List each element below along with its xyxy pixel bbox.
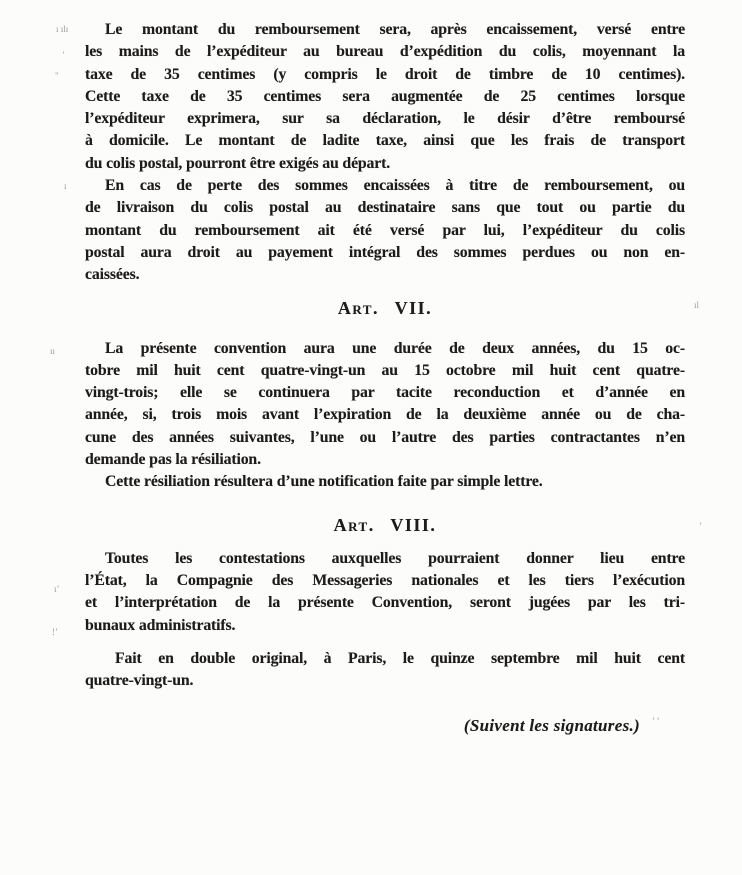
paragraph-fait	[85, 648, 685, 693]
text-line: La présente convention aura une durée de deux années, du 15 oc-	[105, 339, 685, 357]
paragraph-resiliation	[85, 471, 685, 493]
text-line: cune des années suivantes, l’une ou l’autre des parties contractantes n’en	[85, 428, 685, 446]
scan-artifact: ı’	[54, 584, 60, 594]
paragraph-duree	[85, 338, 685, 472]
scan-artifact: ı	[64, 181, 67, 191]
text-line: Cette résiliation résultera d’une notification faite par simple lettre.	[105, 473, 543, 491]
scan-artifact: ’	[62, 50, 65, 60]
text-line: postal aura droit au payement intégral des sommes perdues ou non en-	[85, 243, 685, 261]
text-line: Fait en double original, à Paris, le quinze septembre mil huit cent	[115, 649, 685, 667]
text-line: tobre mil huit cent quatre-vingt-un au 15 octobre mil huit cent quatre-	[85, 361, 685, 379]
scan-artifact: ’	[699, 521, 702, 531]
text-line: l’expéditeur exprimera, sur sa déclaration, le désir d’être remboursé	[85, 110, 685, 128]
text-line: l’État, la Compagnie des Messageries nationales et les tiers l’exécution	[85, 571, 685, 589]
text-line: quatre-vingt-un.	[85, 672, 194, 690]
paragraph-contestations	[85, 548, 685, 637]
text-line: de livraison du colis postal au destinataire sans que tout ou partie du	[85, 199, 685, 217]
article-viii-heading: Art. VIII.	[333, 514, 437, 535]
paragraph-perte	[85, 175, 685, 286]
text-block	[85, 19, 685, 738]
paragraph-remboursement	[85, 19, 685, 175]
text-line: En cas de perte des sommes encaissées à titre de remboursement, ou	[105, 177, 685, 195]
scan-artifact: !’	[52, 627, 58, 637]
text-line: demande pas la résiliation.	[85, 451, 261, 469]
scan-artifact: ıı	[50, 346, 56, 356]
text-line: du colis postal, pourront être exigés au départ.	[85, 154, 391, 172]
text-line: les mains de l’expéditeur au bureau d’expédition du colis, moyennant la	[85, 43, 685, 61]
scan-artifact: ’ ’	[652, 716, 660, 726]
text-line: à domicile. Le montant de ladite taxe, ainsi que les frais de transport	[85, 132, 685, 150]
text-line: vingt-trois; elle se continuera par tacite reconduction et d’année en	[85, 384, 685, 402]
scan-artifact: "	[55, 71, 59, 81]
text-line: taxe de 35 centimes (y compris le droit de timbre de 10 centimes).	[85, 65, 685, 83]
text-line: bunaux administratifs.	[85, 616, 236, 634]
scan-artifact: ıl	[694, 300, 700, 310]
text-line: année, si, trois mois avant l’expiration de la deuxième année ou de cha-	[85, 406, 685, 424]
article-vii-heading: Art. VII.	[337, 297, 433, 318]
scan-artifact: ı ılı	[56, 24, 69, 34]
text-line: Le montant du remboursement sera, après encaissement, versé entre	[105, 21, 685, 38]
text-line: caissées.	[85, 266, 140, 284]
text-line: Toutes les contestations auxquelles pourraient donner lieu entre	[105, 549, 685, 567]
signature-note: (Suivent les signatures.)	[463, 716, 640, 736]
text-line: et l’interprétation de la présente Convention, seront jugées par les tri-	[85, 594, 685, 612]
text-line: Cette taxe de 35 centimes sera augmentée de 25 centimes lorsque	[85, 87, 685, 105]
text-line: montant du remboursement ait été versé par lui, l’expéditeur du colis	[85, 221, 685, 239]
